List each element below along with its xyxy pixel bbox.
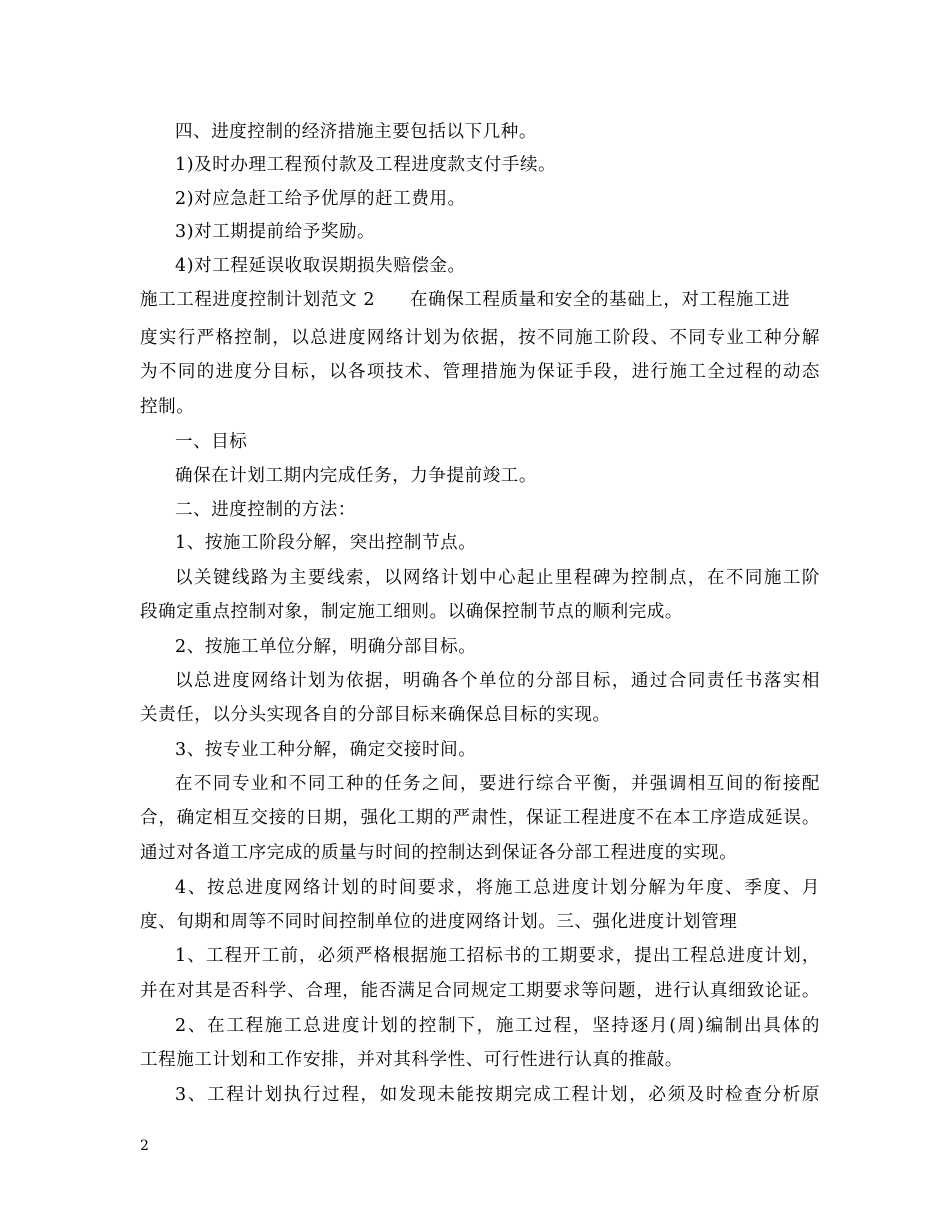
paragraph-line: 4、按总进度网络计划的时间要求，将施工总进度计划分解为年度、季度、月 [175, 878, 820, 898]
paragraph-line: 控制。 [140, 397, 195, 417]
paragraph-line: 为不同的进度分目标，以各项技术、管理措施为保证手段，进行施工全过程的动态 [140, 362, 820, 382]
paragraph-line: 4)对工程延误收取误期损失赔偿金。 [175, 256, 466, 276]
paragraph-line: 以总进度网络计划为依据，明确各个单位的分部目标，通过合同责任书落实相 [175, 671, 820, 691]
paragraph-line: 1、按施工阶段分解，突出控制节点。 [175, 533, 477, 553]
paragraph-line: 2)对应急赶工给予优厚的赶工费用。 [175, 189, 466, 209]
paragraph-line: 通过对各道工序完成的质量与时间的控制达到保证各分部工程进度的实现。 [140, 843, 738, 863]
paragraph-line: 1、工程开工前，必须严格根据施工招标书的工期要求，提出工程总进度计划， [175, 946, 820, 966]
paragraph-line: 关责任，以分头实现各自的分部目标来确保总目标的实现。 [140, 705, 611, 725]
paragraph-line: 工程施工计划和工作安排，并对其科学性、可行性进行认真的推敲。 [140, 1050, 683, 1070]
section-heading-line [140, 283, 820, 317]
paragraph-line: 四、进度控制的经济措施主要包括以下几种。 [175, 122, 537, 142]
paragraph-line: 二、进度控制的方法： [175, 500, 356, 520]
paragraph-line: 2、按施工单位分解，明确分部目标。 [175, 637, 477, 657]
paragraph-line: 2、在工程施工总进度计划的控制下，施工过程，坚持逐月(周)编制出具体的 [175, 1016, 820, 1036]
paragraph-line: 3、工程计划执行过程，如发现未能按期完成工程计划，必须及时检查分析原 [175, 1085, 820, 1105]
paragraph-line: 在不同专业和不同工种的任务之间，要进行综合平衡，并强调相互间的衔接配 [175, 774, 820, 794]
section-heading: 施工工程进度控制计划范文 2 [140, 290, 376, 310]
paragraph-line: 确保在计划工期内完成任务，力争提前竣工。 [175, 466, 537, 486]
paragraph-line: 一、目标 [175, 432, 248, 452]
page-number: 2 [140, 1138, 149, 1154]
paragraph-line: 以关键线路为主要线索，以网络计划中心起止里程碑为控制点，在不同施工阶 [175, 568, 820, 588]
paragraph-line: 并在对其是否科学、合理，能否满足合同规定工期要求等问题，进行认真细致论证。 [140, 981, 820, 1001]
paragraph-line: 在确保工程质量和安全的基础上，对工程施工进 [410, 290, 791, 310]
paragraph-line: 3)对工期提前给予奖励。 [175, 222, 376, 242]
paragraph-line: 3、按专业工种分解，确定交接时间。 [175, 740, 477, 760]
paragraph-line: 1)及时办理工程预付款及工程进度款支付手续。 [175, 155, 557, 175]
paragraph-line: 度实行严格控制，以总进度网络计划为依据，按不同施工阶段、不同专业工种分解 [140, 328, 820, 348]
paragraph-line: 合，确定相互交接的日期，强化工期的严肃性，保证工程进度不在本工序造成延误。 [140, 808, 820, 828]
paragraph-line: 度、旬期和周等不同时间控制单位的进度网络计划。三、强化进度计划管理 [140, 912, 738, 932]
paragraph-line: 段确定重点控制对象，制定施工细则。以确保控制节点的顺利完成。 [140, 602, 683, 622]
